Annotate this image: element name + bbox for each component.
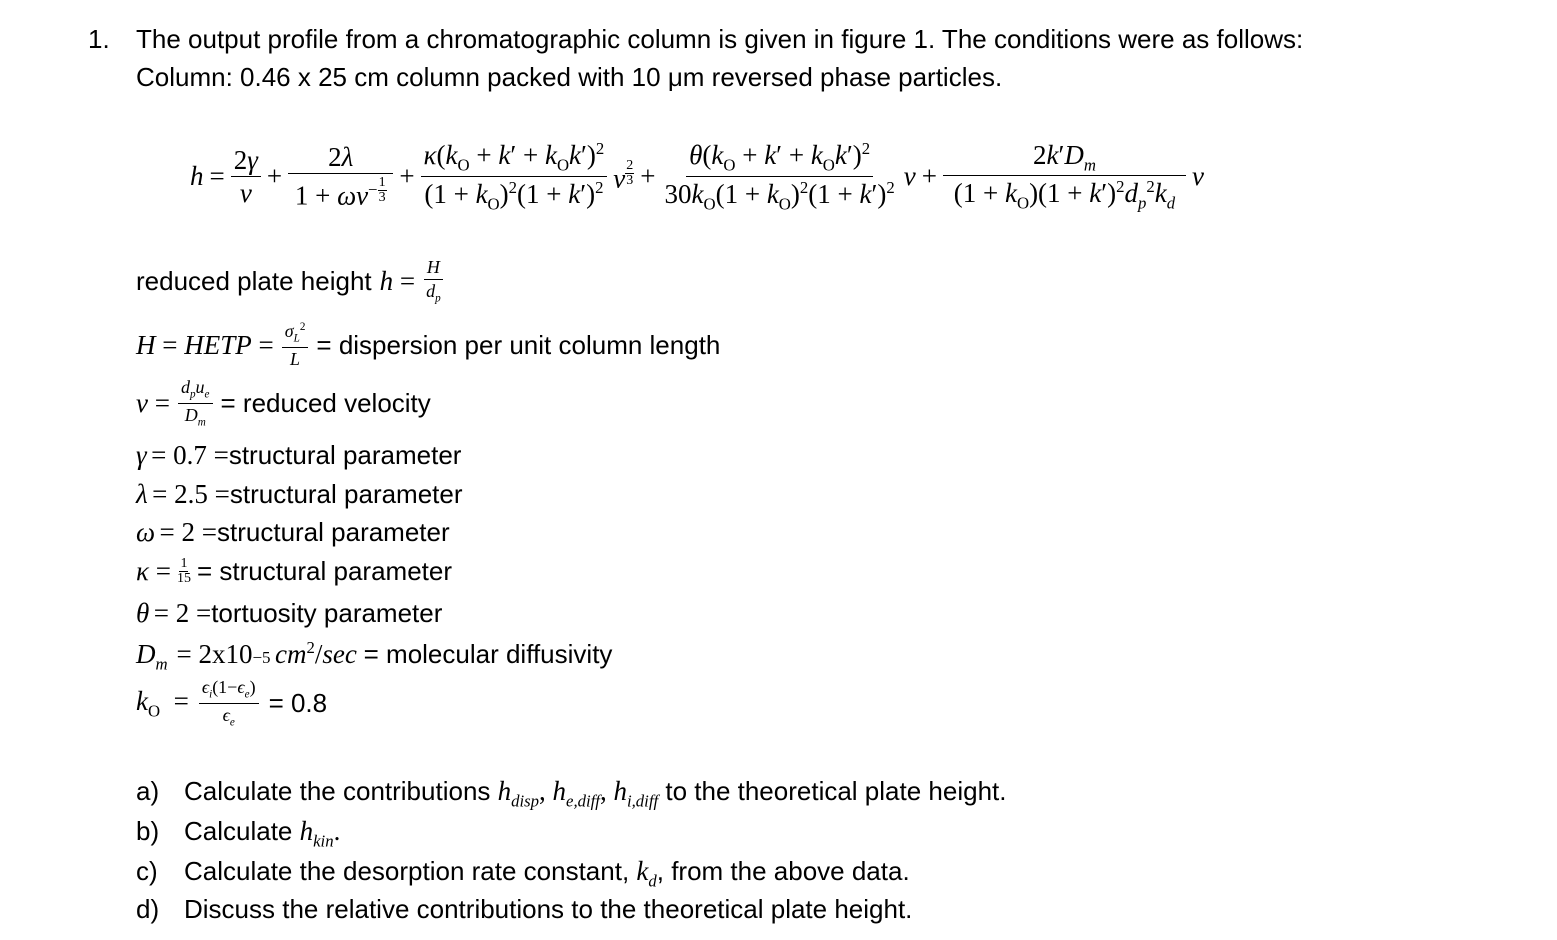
- question-a-post: to the theoretical plate height.: [658, 776, 1007, 806]
- theta-row: θ = 2 = tortuosity parameter: [136, 598, 443, 628]
- question-d-label: d): [136, 894, 160, 924]
- theta-value: = 2 =: [153, 598, 212, 628]
- omega-value: = 2 =: [159, 517, 217, 547]
- kappa-desc: = structural parameter: [196, 556, 453, 586]
- dm-row: $D_m$ = 2x10 −5 $cm^2/\sec$ = molecular diffusivity: [136, 638, 613, 674]
- omega-row: ω = 2 = structural parameter: [136, 517, 450, 547]
- question-b-label: b): [136, 816, 160, 846]
- question-c-label: c): [136, 856, 158, 886]
- problem-number: 1.: [88, 24, 110, 54]
- lambda-desc: structural parameter: [229, 479, 463, 509]
- question-a: a) Calculate the contributions $h_{disp}$, $h_{e,diff}$, $h_{i,diff}$ to the theoretical plate height.: [136, 776, 1007, 811]
- reduced-velocity-row: ν = $\frac{d_pu_e}{D_m}$ = reduced velocity: [136, 377, 431, 429]
- dm-value: = 2x10: [176, 639, 253, 669]
- omega-desc: structural parameter: [217, 517, 450, 547]
- reduced-velocity-label: = reduced velocity: [220, 388, 431, 419]
- question-a-pre: Calculate the contributions: [184, 776, 498, 806]
- lambda-value: = 2.5 =: [152, 479, 230, 509]
- intro-line-1: The output profile from a chromatographic column is given in figure 1. The conditions were as follows:: [136, 24, 1304, 54]
- dispersion-label: = dispersion per unit column length: [316, 330, 721, 361]
- question-d-pre: Discuss the relative contributions to the theoretical plate height.: [184, 894, 913, 924]
- plate-height-equation: h = $\frac{2\gamma}{\nu}$ + 2λ $1 + \omega\nu^{- \frac{1}{3}}$ + $\frac{\kappa(k_O + k' + k_Ok')^2}{(1 + k_O)^2(1 + k')^2}$ ν $^{\frac{2}{3}}$ + $\frac{\theta(k_O + k' + k_Ok')^2}{30k_O(1 + k_O)^2(1 + k')^2}$ ν + $\frac{2k'D_m}{(1 + k_O)(1 + k')^2d_p^2k_d}$ ν: [190, 139, 1204, 214]
- question-c-post: , from the above data.: [656, 856, 910, 886]
- theta-desc: tortuosity parameter: [211, 598, 443, 628]
- question-d: [136, 894, 913, 925]
- dm-exponent: −5: [252, 648, 271, 667]
- question-c: c) Calculate the desorption rate constant, $k_d$, from the above data.: [136, 856, 910, 891]
- gamma-value: = 0.7 =: [151, 440, 229, 470]
- dm-desc: = molecular diffusivity: [363, 639, 613, 669]
- ko-row: $k_O$ = $\frac{\epsilon_i(1-\epsilon_e)}{\epsilon_e}$ = 0.8: [136, 677, 328, 729]
- ko-value: = 0.8: [268, 688, 328, 719]
- gamma-desc: structural parameter: [228, 440, 462, 470]
- question-c-pre: Calculate the desorption rate constant,: [184, 856, 637, 886]
- intro-line-2: Column: 0.46 x 25 cm column packed with 10 μm reversed phase particles.: [136, 62, 1003, 92]
- lambda-row: λ = 2.5 = structural parameter: [136, 479, 463, 509]
- question-a-label: a): [136, 776, 160, 806]
- reduced-plate-height-label: reduced plate height: [136, 266, 372, 297]
- hetp-row: H = HETP = $\frac{\sigma_L^2}{L}$ = dispersion per unit column length: [136, 321, 721, 370]
- question-b: b) Calculate $h_{kin}$.: [136, 816, 341, 851]
- question-b-pre: Calculate: [184, 816, 300, 846]
- gamma-row: γ = 0.7 = structural parameter: [136, 440, 462, 470]
- reduced-plate-height-row: reduced plate height h = $\frac{H}{d_p}$: [136, 258, 444, 305]
- kappa-row: κ = $\frac{1}{15}$ = structural parameter: [136, 556, 453, 586]
